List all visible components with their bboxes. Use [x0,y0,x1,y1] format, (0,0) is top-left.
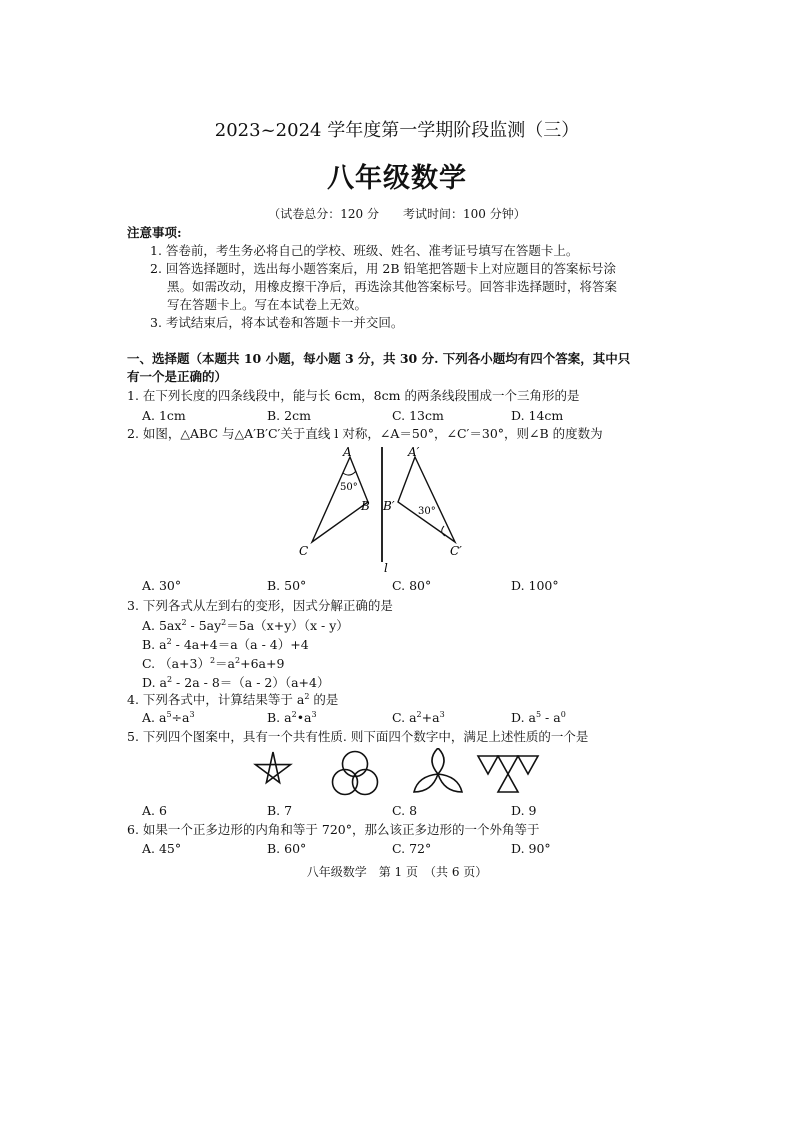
page-footer: 八年级数学 第 1 页 （共 6 页） [306,865,488,879]
pattern-three-petals [414,748,462,792]
section-heading: 一、选择题（本题共 10 小题，每小题 3 分，共 30 分. 下列各小题均有四个答案，其中只 [127,351,631,366]
q2-option-a: A. 30° [142,578,182,593]
label-angle-a: 50° [340,482,358,493]
q4-option-b: B. $a^2•a^3$ [267,709,317,725]
exam-info: （试卷总分：120 分 考试时间：100 分钟） [268,207,526,221]
notes-heading: 注意事项: [127,225,182,240]
q1-option-a: A. 1cm [142,408,186,423]
q3-option-d: D. $a^2 - 2a - 8=(a - 2)(a+4)$ [142,674,330,690]
note-item: 2. 回答选择题时，选出每小题答案后，用 2B 铅笔把答题卡上对应题目的答案标号涂 [150,261,616,276]
label-a: A [343,445,352,459]
note-item: 1. 答卷前，考生务必将自己的学校、班级、姓名、准考证号填写在答题卡上。 [150,243,579,258]
q5-option-c: C. 8 [392,803,418,818]
q4-option-d: D. $a^5 - a^0$ [511,709,566,725]
q5-patterns [250,748,540,800]
label-b-prime: B′ [383,499,395,513]
q5-option-d: D. 9 [511,803,537,818]
q2-option-c: C. 80° [392,578,432,593]
q6-option-b: B. 60° [267,841,307,856]
note-item: 写在答题卡上。写在本试卷上无效。 [167,297,368,312]
subject-title: 八年级数学 [327,163,467,194]
section-heading-cont: 有一个是正确的） [127,369,228,384]
q1-option-b: B. 2cm [267,408,311,423]
pattern-three-triangles [478,756,538,792]
q1-option-c: C. 13cm [392,408,444,423]
q1-option-d: D. 14cm [511,408,564,423]
q2-option-d: D. 100° [511,578,559,593]
label-c: C [299,544,309,558]
label-l: l [384,561,388,575]
q5-option-a: A. 6 [142,803,167,818]
label-a-prime: A′ [408,445,420,459]
q2-option-b: B. 50° [267,578,307,593]
q3-option-a: A. $5ax^2 - 5ay^2=5a(x+y)(x - y)$ [142,617,349,633]
triangle-abc [312,457,368,542]
question-1-stem: 1. 在下列长度的四条线段中，能与长 6cm，8cm 的两条线段围成一个三角形的是 [127,388,580,403]
question-2-stem: 2. 如图，△ABC 与△A′B′C′关于直线 l 对称，∠A＝50°，∠C′＝30°，则∠B 的度数为 [127,426,603,441]
q5-option-b: B. 7 [267,803,293,818]
q3-option-b: B. $a^2 - 4a+4=a(a - 4)+4$ [142,636,309,652]
question-4-stem: 4. 下列各式中，计算结果等于 $a^2$ 的是 [127,691,339,707]
question-6-stem: 6. 如果一个正多边形的内角和等于 720°，那么该正多边形的一个外角等于 [127,822,540,837]
q6-option-c: C. 72° [392,841,432,856]
q4-option-a: A. $a^5\div a^3$ [142,709,195,725]
pattern-star [256,752,291,783]
question-5-stem: 5. 下列四个图案中，具有一个共有性质. 则下面四个数字中，满足上述性质的一个是 [127,729,589,744]
q6-option-d: D. 90° [511,841,551,856]
q6-option-a: A. 45° [142,841,182,856]
label-c-prime: C′ [450,544,462,558]
q2-symmetry-figure [290,442,490,577]
angle-a-arc [343,471,356,475]
pattern-three-circles [333,752,378,795]
q3-option-c: C. $(a+3)^2=a^2+6a+9$ [142,655,285,671]
label-b: B [361,499,370,513]
triangle-a2b2c2 [398,457,455,542]
exam-title: 2023~2024 学年度第一学期阶段监测（三） [214,120,580,141]
question-3-stem: 3. 下列各式从左到右的变形，因式分解正确的是 [127,598,393,613]
label-angle-c-prime: 30° [418,506,436,517]
note-item: 3. 考试结束后，将本试卷和答题卡一并交回。 [150,315,404,330]
q4-option-c: C. $a^2+a^3$ [392,709,445,725]
note-item: 黑。如需改动，用橡皮擦干净后，再选涂其他答案标号。回答非选择题时，将答案 [167,279,618,294]
